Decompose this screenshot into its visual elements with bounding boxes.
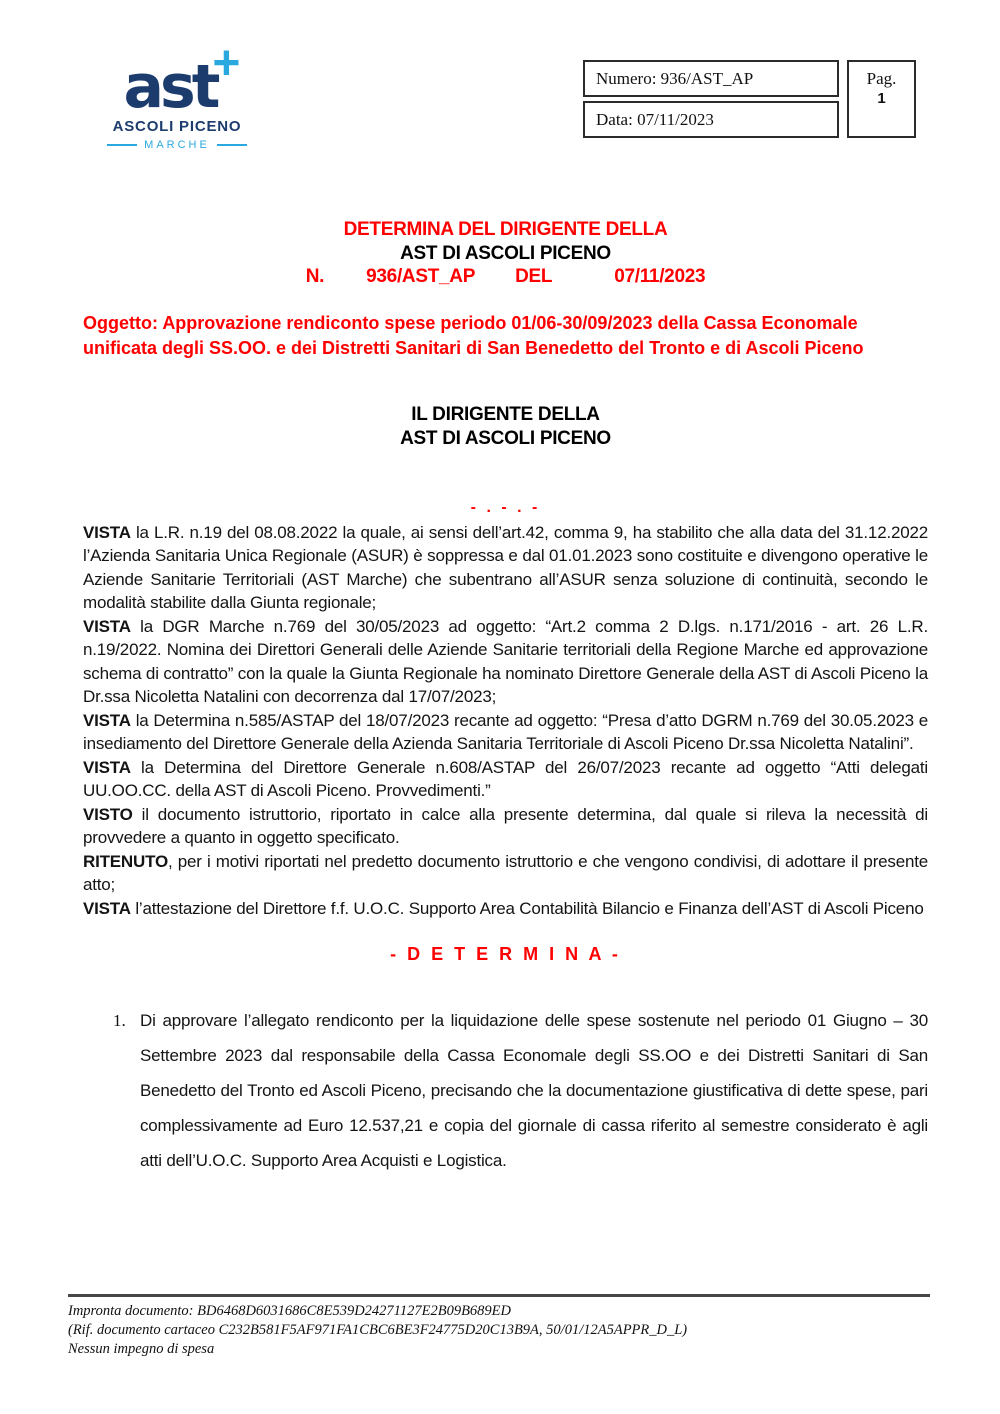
resolution-list xyxy=(83,1003,928,1178)
recitals xyxy=(83,521,928,921)
paragraph-lead: VISTO xyxy=(83,804,133,824)
logo-region-label: MARCHE xyxy=(144,139,210,151)
paragraph: VISTA l’attestazione del Direttore f.f. U.O.C. Supporto Area Contabilità Bilancio e Finanza dell’AST di Ascoli Piceno xyxy=(83,898,924,918)
dirigente-heading xyxy=(83,403,928,451)
dirigente-heading-line2: AST DI ASCOLI PICENO xyxy=(400,427,611,449)
ast-logo xyxy=(92,37,262,151)
doc-title-line1: DETERMINA DEL DIRIGENTE DELLA xyxy=(343,219,668,240)
determina-heading: - D E T E R M I N A - xyxy=(390,944,621,964)
footer-impronta: Impronta documento: BD6468D6031686C8E539D24271127E2B09B689ED xyxy=(68,1303,512,1319)
page-number-value: 1 xyxy=(877,90,886,107)
footer xyxy=(68,1294,930,1359)
paragraph-lead: VISTA xyxy=(83,898,131,918)
list-item-number: 1. xyxy=(113,1011,126,1030)
doc-title xyxy=(83,218,928,289)
logo-dash-right xyxy=(217,144,247,146)
paragraph-lead: VISTA xyxy=(83,757,131,777)
doc-title-line2: AST DI ASCOLI PICENO xyxy=(400,242,611,264)
paragraph-lead: VISTA xyxy=(83,616,131,636)
document-body xyxy=(83,218,928,1178)
dirigente-heading-line1: IL DIRIGENTE DELLA xyxy=(411,403,600,425)
paragraph: VISTA la DGR Marche n.769 del 30/05/2023 ad oggetto: “Art.2 comma 2 D.lgs. n.171/2016 - art. 26 L.R. n.19/2022. Nomina dei Direttori Generali delle Aziende Sanitarie territoriali della Regione Marche ed approvazione schema di contratto” con la quale la Giunta Regionale ha nominato Direttore Generale della AST di Ascoli Piceno la Dr.ssa Nicoletta Natalini con decorrenza dal 17/07/2023; xyxy=(83,616,928,706)
paragraph: VISTA la Determina del Direttore Generale n.608/ASTAP del 26/07/2023 recante ad oggetto “Atti delegati UU.OO.CC. della AST di Ascoli Piceno. Provvedimenti.” xyxy=(83,757,928,800)
footer-rif-cartaceo: (Rif. documento cartaceo C232B581F5AF971FA1CBC6BE3F24775D20C13B9A, 50/01/12A5APPR_D_L) xyxy=(68,1322,688,1338)
separator: - . - . - xyxy=(470,498,541,516)
paragraph: RITENUTO, per i motivi riportati nel predetto documento istruttorio e che vengono condivisi, di adottare il presente atto; xyxy=(83,851,928,894)
doc-title-line3 xyxy=(83,265,928,289)
page-number-label: Pag. xyxy=(866,69,897,88)
logo-plus-icon: + xyxy=(212,37,241,90)
logo-wordmark-text: ast xyxy=(123,52,217,122)
logo-wordmark xyxy=(123,37,241,122)
numero-box: Numero: 936/AST_AP xyxy=(583,60,839,97)
doc-number-label: N. xyxy=(305,266,325,287)
logo-dash-left xyxy=(107,144,137,146)
page-number-box xyxy=(847,60,916,138)
list-item xyxy=(83,1003,928,1178)
oggetto-paragraph: Oggetto: Approvazione rendiconto spese periodo 01/06-30/09/2023 della Cassa Economale unificata degli SS.OO. e dei Distretti Sanitari di San Benedetto del Tronto e di Ascoli Piceno xyxy=(83,312,864,358)
footer-impegno: Nessun impegno di spesa xyxy=(68,1341,215,1357)
list-item-text: Di approvare l’allegato rendiconto per la liquidazione delle spese sostenute nel periodo 01 Giugno – 30 Settembre 2023 dal responsabile della Cassa Economale degli SS.OO e dei Distretti Sanitari di San Benedetto del Tronto ed Ascoli Piceno, precisando che la documentazione giustificativa di dette spese, pari complessivamente ad Euro 12.537,21 e copia del giornale di cassa riferito al semestre considerato è agli atti dell’U.O.C. Supporto Area Acquisti e Logistica. xyxy=(140,1011,928,1170)
doc-del-label: DEL xyxy=(515,266,553,287)
logo-region-row xyxy=(92,139,262,151)
paragraph: VISTA la Determina n.585/ASTAP del 18/07/2023 recante ad oggetto: “Presa d’atto DGRM n.769 del 30.05.2023 e insediamento del Direttore Generale della Azienda Sanitaria Territoriale di Ascoli Piceno Dr.ssa Nicoletta Natalini”. xyxy=(83,710,928,753)
paragraph-lead: VISTA xyxy=(83,522,131,542)
paragraph-lead: VISTA xyxy=(83,710,131,730)
paragraph: VISTA la L.R. n.19 del 08.08.2022 la quale, ai sensi dell’art.42, comma 9, ha stabilito che alla data del 31.12.2022 l’Azienda Sanitaria Unica Regionale (ASUR) è soppressa e dal 01.01.2023 sono costituite e divengono operative le Aziende Sanitarie Territoriali (AST Marche) che subentrano all’ASUR senza soluzione di continuità, secondo le modalità stabilite dalla Giunta regionale; xyxy=(83,522,928,612)
doc-date-value: 07/11/2023 xyxy=(614,266,706,287)
paragraph: VISTO il documento istruttorio, riportato in calce alla presente determina, dal quale si rileva la necessità di provvedere a quanto in oggetto specificato. xyxy=(83,804,928,847)
logo-org-name: ASCOLI PICENO xyxy=(112,118,242,135)
doc-number-value: 936/AST_AP xyxy=(366,266,476,287)
paragraph-lead: RITENUTO xyxy=(83,851,168,871)
data-box: Data: 07/11/2023 xyxy=(583,101,839,138)
